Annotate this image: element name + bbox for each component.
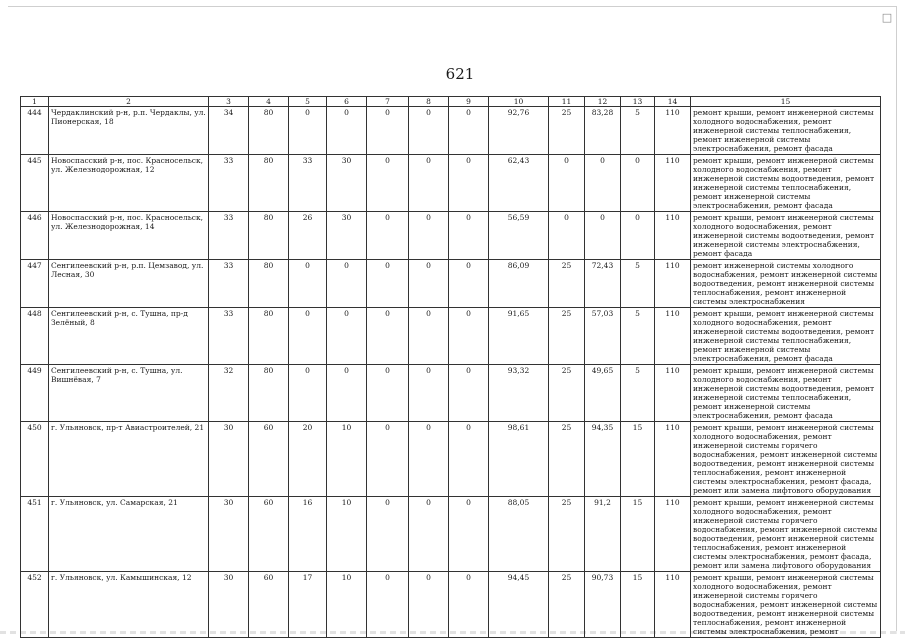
value-cell: 90,73 bbox=[585, 572, 621, 638]
value-cell: 110 bbox=[655, 260, 691, 308]
value-cell: 110 bbox=[655, 212, 691, 260]
value-cell: 30 bbox=[327, 212, 367, 260]
value-cell: 0 bbox=[449, 365, 489, 422]
column-header: 2 bbox=[49, 97, 209, 107]
value-cell: 98,61 bbox=[489, 422, 549, 497]
table-row bbox=[21, 422, 881, 497]
scan-edge-top bbox=[8, 6, 897, 7]
works-cell: ремонт крыши, ремонт инженерной системы холодного водоснабжения, ремонт инженерной системы горячего водоснабжения, ремонт инженерной системы водоотведения, ремонт инженерной системы теплоснабжения, ремонт инженерной системы электроснабжения, ремонт bbox=[691, 572, 881, 638]
address-cell: Сенгилеевский р-н, с. Тушна, ул. Вишнёвая, 7 bbox=[49, 365, 209, 422]
value-cell: 16 bbox=[289, 497, 327, 572]
value-cell: 110 bbox=[655, 107, 691, 155]
value-cell: 0 bbox=[367, 497, 409, 572]
value-cell: 15 bbox=[621, 572, 655, 638]
value-cell: 0 bbox=[409, 308, 449, 365]
address-cell: Чердаклинский р-н, р.п. Чердаклы, ул. Пионерская, 18 bbox=[49, 107, 209, 155]
value-cell: 5 bbox=[621, 260, 655, 308]
column-header: 9 bbox=[449, 97, 489, 107]
column-header: 11 bbox=[549, 97, 585, 107]
value-cell: 0 bbox=[367, 572, 409, 638]
value-cell: 80 bbox=[249, 365, 289, 422]
value-cell: 0 bbox=[449, 155, 489, 212]
value-cell: 60 bbox=[249, 422, 289, 497]
value-cell: 0 bbox=[367, 212, 409, 260]
value-cell: 57,03 bbox=[585, 308, 621, 365]
column-header: 4 bbox=[249, 97, 289, 107]
address-cell: Новоспасский р-н, пос. Красносельск, ул. Железнодорожная, 14 bbox=[49, 212, 209, 260]
value-cell: 0 bbox=[367, 365, 409, 422]
value-cell: 94,35 bbox=[585, 422, 621, 497]
table-row bbox=[21, 107, 881, 155]
row-number: 445 bbox=[21, 155, 49, 212]
value-cell: 0 bbox=[327, 308, 367, 365]
address-cell: г. Ульяновск, ул. Камышинская, 12 bbox=[49, 572, 209, 638]
value-cell: 33 bbox=[209, 155, 249, 212]
value-cell: 80 bbox=[249, 107, 289, 155]
table-row bbox=[21, 308, 881, 365]
value-cell: 0 bbox=[449, 308, 489, 365]
value-cell: 0 bbox=[289, 260, 327, 308]
value-cell: 0 bbox=[327, 260, 367, 308]
value-cell: 0 bbox=[409, 212, 449, 260]
value-cell: 110 bbox=[655, 422, 691, 497]
value-cell: 0 bbox=[327, 365, 367, 422]
works-cell: ремонт инженерной системы холодного водоснабжения, ремонт инженерной системы водоотведения, ремонт инженерной системы теплоснабжения, ремонт инженерной системы электроснабжения bbox=[691, 260, 881, 308]
row-number: 449 bbox=[21, 365, 49, 422]
value-cell: 25 bbox=[549, 260, 585, 308]
value-cell: 26 bbox=[289, 212, 327, 260]
value-cell: 0 bbox=[585, 212, 621, 260]
works-cell: ремонт крыши, ремонт инженерной системы холодного водоснабжения, ремонт инженерной системы водоотведения, ремонт инженерной системы теплоснабжения, ремонт инженерной системы электроснабжения, ремонт фасада bbox=[691, 155, 881, 212]
value-cell: 0 bbox=[367, 107, 409, 155]
row-number: 448 bbox=[21, 308, 49, 365]
value-cell: 10 bbox=[327, 572, 367, 638]
column-number-row bbox=[21, 97, 881, 107]
value-cell: 0 bbox=[449, 572, 489, 638]
value-cell: 94,45 bbox=[489, 572, 549, 638]
value-cell: 0 bbox=[449, 422, 489, 497]
column-header: 6 bbox=[327, 97, 367, 107]
value-cell: 86,09 bbox=[489, 260, 549, 308]
value-cell: 0 bbox=[621, 155, 655, 212]
address-cell: г. Ульяновск, ул. Самарская, 21 bbox=[49, 497, 209, 572]
table-row bbox=[21, 497, 881, 572]
value-cell: 17 bbox=[289, 572, 327, 638]
value-cell: 72,43 bbox=[585, 260, 621, 308]
value-cell: 25 bbox=[549, 107, 585, 155]
value-cell: 20 bbox=[289, 422, 327, 497]
value-cell: 0 bbox=[367, 260, 409, 308]
value-cell: 88,05 bbox=[489, 497, 549, 572]
column-header: 15 bbox=[691, 97, 881, 107]
value-cell: 0 bbox=[585, 155, 621, 212]
value-cell: 33 bbox=[209, 212, 249, 260]
value-cell: 15 bbox=[621, 497, 655, 572]
column-header: 7 bbox=[367, 97, 409, 107]
value-cell: 0 bbox=[409, 365, 449, 422]
value-cell: 80 bbox=[249, 212, 289, 260]
value-cell: 33 bbox=[209, 308, 249, 365]
row-number: 447 bbox=[21, 260, 49, 308]
value-cell: 30 bbox=[209, 497, 249, 572]
address-cell: Сенгилеевский р-н, р.п. Цемзавод, ул. Лесная, 30 bbox=[49, 260, 209, 308]
value-cell: 0 bbox=[409, 422, 449, 497]
value-cell: 60 bbox=[249, 497, 289, 572]
value-cell: 0 bbox=[409, 260, 449, 308]
value-cell: 34 bbox=[209, 107, 249, 155]
value-cell: 49,65 bbox=[585, 365, 621, 422]
value-cell: 0 bbox=[289, 365, 327, 422]
value-cell: 92,76 bbox=[489, 107, 549, 155]
table-row bbox=[21, 212, 881, 260]
value-cell: 80 bbox=[249, 308, 289, 365]
page-number: 621 bbox=[445, 65, 475, 83]
value-cell: 0 bbox=[409, 107, 449, 155]
value-cell: 30 bbox=[209, 572, 249, 638]
row-number: 444 bbox=[21, 107, 49, 155]
value-cell: 0 bbox=[289, 308, 327, 365]
row-number: 446 bbox=[21, 212, 49, 260]
value-cell: 110 bbox=[655, 572, 691, 638]
table-row bbox=[21, 155, 881, 212]
value-cell: 0 bbox=[409, 497, 449, 572]
value-cell: 10 bbox=[327, 497, 367, 572]
column-header: 8 bbox=[409, 97, 449, 107]
value-cell: 33 bbox=[289, 155, 327, 212]
value-cell: 0 bbox=[409, 155, 449, 212]
value-cell: 33 bbox=[209, 260, 249, 308]
value-cell: 25 bbox=[549, 308, 585, 365]
works-cell: ремонт крыши, ремонт инженерной системы холодного водоснабжения, ремонт инженерной системы теплоснабжения, ремонт инженерной системы электроснабжения, ремонт фасада bbox=[691, 107, 881, 155]
value-cell: 80 bbox=[249, 260, 289, 308]
works-cell: ремонт крыши, ремонт инженерной системы холодного водоснабжения, ремонт инженерной системы водоотведения, ремонт инженерной системы электроснабжения, ремонт фасада bbox=[691, 212, 881, 260]
column-header: 12 bbox=[585, 97, 621, 107]
value-cell: 0 bbox=[367, 308, 409, 365]
column-header: 10 bbox=[489, 97, 549, 107]
value-cell: 83,28 bbox=[585, 107, 621, 155]
table-row bbox=[21, 365, 881, 422]
value-cell: 25 bbox=[549, 365, 585, 422]
value-cell: 60 bbox=[249, 572, 289, 638]
value-cell: 93,32 bbox=[489, 365, 549, 422]
value-cell: 62,43 bbox=[489, 155, 549, 212]
corner-mark-icon: □ bbox=[881, 11, 893, 24]
value-cell: 91,2 bbox=[585, 497, 621, 572]
row-number: 452 bbox=[21, 572, 49, 638]
repair-schedule-table bbox=[20, 96, 881, 638]
value-cell: 110 bbox=[655, 155, 691, 212]
works-cell: ремонт крыши, ремонт инженерной системы холодного водоснабжения, ремонт инженерной системы водоотведения, ремонт инженерной системы теплоснабжения, ремонт инженерной системы электроснабжения, ремонт фасада bbox=[691, 308, 881, 365]
works-cell: ремонт крыши, ремонт инженерной системы холодного водоснабжения, ремонт инженерной системы горячего водоснабжения, ремонт инженерной системы водоотведения, ремонт инженерной системы теплоснабжения, ремонт инженерной системы электроснабжения, ремонт фасада, ремонт или замена лифтового оборудования bbox=[691, 422, 881, 497]
address-cell: Сенгилеевский р-н, с. Тушна, пр-д Зелёный, 8 bbox=[49, 308, 209, 365]
value-cell: 30 bbox=[209, 422, 249, 497]
value-cell: 0 bbox=[449, 212, 489, 260]
value-cell: 0 bbox=[449, 260, 489, 308]
value-cell: 110 bbox=[655, 365, 691, 422]
value-cell: 5 bbox=[621, 107, 655, 155]
value-cell: 0 bbox=[367, 422, 409, 497]
value-cell: 56,59 bbox=[489, 212, 549, 260]
value-cell: 0 bbox=[367, 155, 409, 212]
address-cell: г. Ульяновск, пр-т Авиастроителей, 21 bbox=[49, 422, 209, 497]
column-header: 14 bbox=[655, 97, 691, 107]
column-header: 13 bbox=[621, 97, 655, 107]
scan-edge-right bbox=[896, 6, 897, 634]
value-cell: 25 bbox=[549, 422, 585, 497]
value-cell: 0 bbox=[327, 107, 367, 155]
table-row bbox=[21, 260, 881, 308]
value-cell: 10 bbox=[327, 422, 367, 497]
value-cell: 15 bbox=[621, 422, 655, 497]
value-cell: 91,65 bbox=[489, 308, 549, 365]
value-cell: 110 bbox=[655, 497, 691, 572]
value-cell: 0 bbox=[621, 212, 655, 260]
value-cell: 0 bbox=[549, 212, 585, 260]
value-cell: 80 bbox=[249, 155, 289, 212]
value-cell: 110 bbox=[655, 308, 691, 365]
value-cell: 5 bbox=[621, 365, 655, 422]
value-cell: 0 bbox=[449, 497, 489, 572]
value-cell: 25 bbox=[549, 572, 585, 638]
value-cell: 0 bbox=[449, 107, 489, 155]
value-cell: 0 bbox=[289, 107, 327, 155]
value-cell: 30 bbox=[327, 155, 367, 212]
row-number: 450 bbox=[21, 422, 49, 497]
table-row bbox=[21, 572, 881, 638]
column-header: 5 bbox=[289, 97, 327, 107]
works-cell: ремонт крыши, ремонт инженерной системы холодного водоснабжения, ремонт инженерной системы водоотведения, ремонт инженерной системы теплоснабжения, ремонт инженерной системы электроснабжения, ремонт фасада bbox=[691, 365, 881, 422]
value-cell: 0 bbox=[549, 155, 585, 212]
value-cell: 25 bbox=[549, 497, 585, 572]
value-cell: 5 bbox=[621, 308, 655, 365]
column-header: 1 bbox=[21, 97, 49, 107]
value-cell: 32 bbox=[209, 365, 249, 422]
column-header: 3 bbox=[209, 97, 249, 107]
address-cell: Новоспасский р-н, пос. Красносельск, ул. Железнодорожная, 12 bbox=[49, 155, 209, 212]
value-cell: 0 bbox=[409, 572, 449, 638]
row-number: 451 bbox=[21, 497, 49, 572]
works-cell: ремонт крыши, ремонт инженерной системы холодного водоснабжения, ремонт инженерной системы горячего водоснабжения, ремонт инженерной системы водоотведения, ремонт инженерной системы теплоснабжения, ремонт инженерной системы электроснабжения, ремонт фасада, ремонт или замена лифтового оборудования bbox=[691, 497, 881, 572]
